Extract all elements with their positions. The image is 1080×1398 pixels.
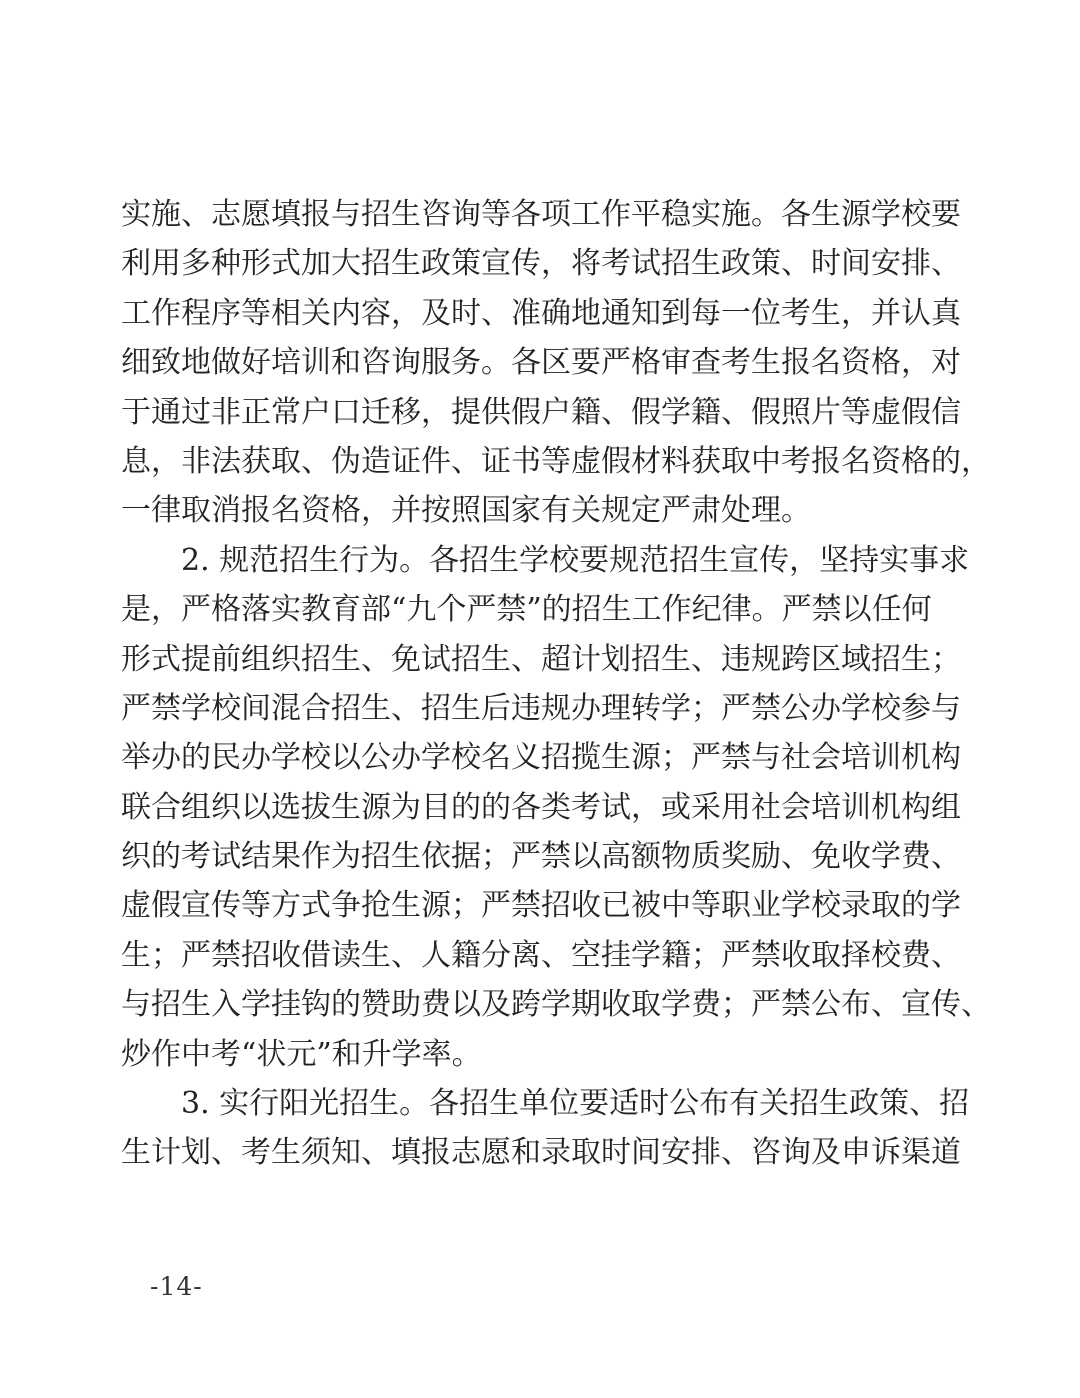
text-line: 织的考试结果作为招生依据；严禁以高额物质奖励、免收学费、 xyxy=(121,839,961,875)
text-line: 形式提前组织招生、免试招生、超计划招生、违规跨区域招生； xyxy=(121,641,961,677)
text-line: 举办的民办学校以公办学校名义招揽生源；严禁与社会培训机构 xyxy=(121,740,961,776)
text-line: 一律取消报名资格，并按照国家有关规定严肃处理。 xyxy=(121,493,811,529)
text-line: 炒作中考“状元”和升学率。 xyxy=(121,1036,482,1072)
text-line: 严禁学校间混合招生、招生后违规办理转学；严禁公办学校参与 xyxy=(121,690,961,726)
body-text xyxy=(121,190,991,1178)
text-line: 生；严禁招收借读生、人籍分离、空挂学籍；严禁收取择校费、 xyxy=(121,937,961,973)
text-line: 联合组织以选拔生源为目的的各类考试，或采用社会培训机构组 xyxy=(121,789,961,825)
text-line: 生计划、考生须知、填报志愿和录取时间安排、咨询及申诉渠道 xyxy=(121,1135,961,1171)
text-line: 3. 实行阳光招生。各招生单位要适时公布有关招生政策、招 xyxy=(121,1086,970,1122)
text-line: 于通过非正常户口迁移，提供假户籍、假学籍、假照片等虚假信 xyxy=(121,394,961,430)
text-line: 与招生入学挂钩的赞助费以及跨学期收取学费；严禁公布、宣传、 xyxy=(121,987,991,1023)
text-line: 细致地做好培训和咨询服务。各区要严格审查考生报名资格，对 xyxy=(121,345,961,381)
text-line: 虚假宣传等方式争抢生源；严禁招收已被中等职业学校录取的学 xyxy=(121,888,961,924)
text-line: 息，非法获取、伪造证件、证书等虚假材料获取中考报名资格的， xyxy=(121,443,991,479)
text-line: 工作程序等相关内容，及时、准确地通知到每一位考生，并认真 xyxy=(121,295,961,331)
text-line: 实施、志愿填报与招生咨询等各项工作平稳实施。各生源学校要 xyxy=(121,197,961,232)
text-line: 利用多种形式加大招生政策宣传，将考试招生政策、时间安排、 xyxy=(121,246,961,282)
text-line: 是，严格落实教育部“九个严禁”的招生工作纪律。严禁以任何 xyxy=(121,592,932,628)
text-line: 2. 规范招生行为。各招生学校要规范招生宣传，坚持实事求 xyxy=(121,542,970,578)
page-number: -14- xyxy=(150,1272,203,1301)
